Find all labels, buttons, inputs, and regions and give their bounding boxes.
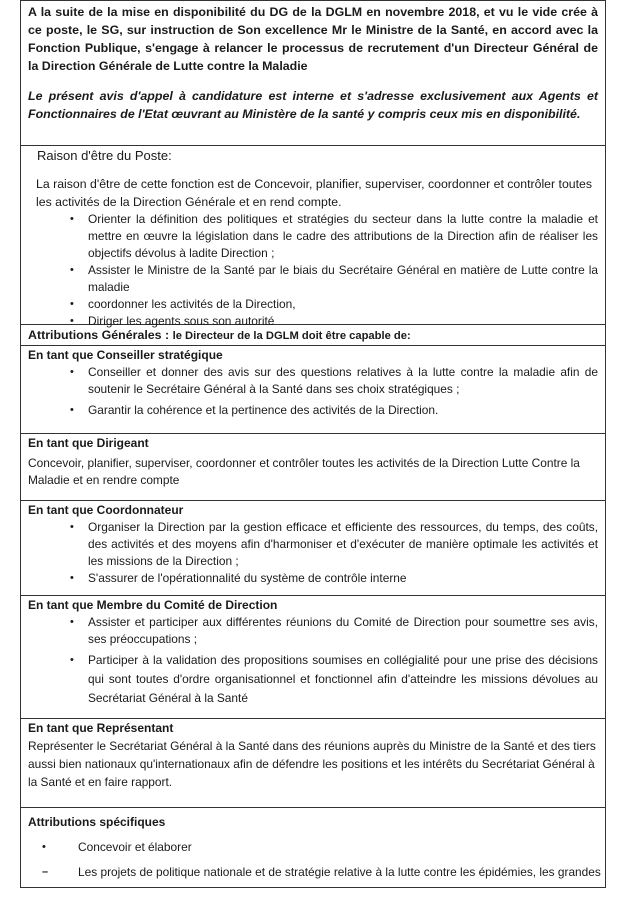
raison-title: Raison d'être du Poste: (37, 148, 172, 163)
section-conseiller (20, 346, 606, 434)
list-item: • Assister le Ministre de la Santé par le biais du Secrétaire Général en matière de Lutte contre la maladie (70, 263, 598, 294)
list-item: • Organiser la Direction par la gestion efficace et efficiente des ressources, du temps, des coûts, des activités et des moyens afin d'harmoniser et d'exécuter de manière optimale les activités et les missions de la Direction ; (70, 520, 598, 568)
section-text: Représenter le Secrétariat Général à la Santé dans des réunions auprès du Ministre de la Santé et des tiers aussi bien nationaux qu'internationaux afin de défendre les positions et les intérêts du Secrétariat Général à la Santé et en faire rapport. (28, 739, 596, 789)
list-item: • Participer à la validation des propositions soumises en collégialité pour une prise des décisions qui sont toutes d'ordre organisationnel et fonctionnel afin d'atteindre les missions dévolues au Secrétariat Général à la Santé (70, 653, 598, 705)
section-title: En tant que Représentant (28, 721, 174, 735)
section-title: En tant que Membre du Comité de Direction (28, 598, 278, 612)
list-item: • S'assurer de l'opérationnalité du système de contrôle interne (70, 571, 407, 585)
section-title: Attributions spécifiques (28, 815, 166, 829)
intro-paragraph: A la suite de la mise en disponibilité du DG de la DGLM en novembre 2018, et vu le vide crée à ce poste, le SG, sur instruction de Son excellence Mr le Ministre de la Santé, en accord avec la Fonction Publique, s'engage à relancer le processus de recrutement d'un Directeur Général de la Direction Générale de Lutte contre la Maladie (28, 5, 598, 73)
list-item: • Assister et participer aux différentes réunions du Comité de Direction pour soumettre ses avis, ses préoccupations ; (70, 615, 598, 646)
bullet-icon: • (70, 264, 74, 276)
section-representant (20, 719, 606, 808)
attributions-label: Attributions Générales : (28, 328, 170, 342)
bullet-icon: • (70, 572, 74, 584)
document-page (20, 0, 606, 897)
section-title: En tant que Dirigeant (28, 436, 149, 450)
section-title: En tant que Conseiller stratégique (28, 348, 223, 362)
bullet-icon: • (70, 404, 74, 416)
bullet-icon: • (70, 315, 74, 327)
bullet-icon: • (70, 654, 74, 666)
bullet-icon: • (70, 366, 74, 378)
intro-section (20, 0, 606, 146)
raison-lead: La raison d'être de cette fonction est de Concevoir, planifier, superviser, coordonner et contrôler toutes les activités de la Direction Générale et en rend compte. (36, 177, 593, 209)
list-item: • Concevoir et élaborer (42, 840, 192, 854)
bullet-icon: • (70, 298, 74, 310)
section-text: Concevoir, planifier, superviser, coordonner et contrôler toutes les activités de la Direction Lutte Contre la Maladie et en rendre compte (28, 456, 580, 487)
section-specifiques (20, 808, 606, 888)
section-membre (20, 596, 606, 719)
section-coordonnateur (20, 501, 606, 596)
raison-section (20, 146, 606, 328)
list-item: • Diriger les agents sous son autorité (70, 314, 275, 328)
bullet-icon: • (70, 616, 74, 628)
section-dirigeant (20, 434, 606, 501)
bullet-icon: • (70, 521, 74, 533)
bullet-icon: • (42, 841, 46, 853)
notice-paragraph: Le présent avis d'appel à candidature est interne et s'adresse exclusivement aux Agents et Fonctionnaires de l'Etat œuvrant au Ministère de la santé y compris ceux mis en disponibilité. (28, 89, 598, 121)
raison-list (28, 211, 598, 330)
section-title: En tant que Coordonnateur (28, 503, 184, 517)
list-item: • Garantir la cohérence et la pertinence des activités de la Direction. (70, 403, 439, 417)
list-item: • Orienter la définition des politiques et stratégies du secteur dans la lutte contre la maladie et mettre en œuvre la législation dans le cadre des attributions de la Direction afin de réaliser les objectifs dévolus à ladite Direction ; (70, 212, 598, 260)
bullet-icon: • (70, 213, 74, 225)
dash-icon: – (42, 866, 49, 878)
list-item: • Conseiller et donner des avis sur des questions relatives à la lutte contre la maladie afin de soutenir le Secrétaire Général à la Santé dans ses choix stratégiques ; (70, 365, 598, 396)
list-item: – Les projets de politique nationale et de stratégie relative à la lutte contre les épidémies, les grandes (42, 865, 601, 879)
list-item: • coordonner les activités de la Direction, (70, 297, 296, 311)
attributions-sub: le Directeur de la DGLM doit être capable de: (172, 330, 411, 342)
